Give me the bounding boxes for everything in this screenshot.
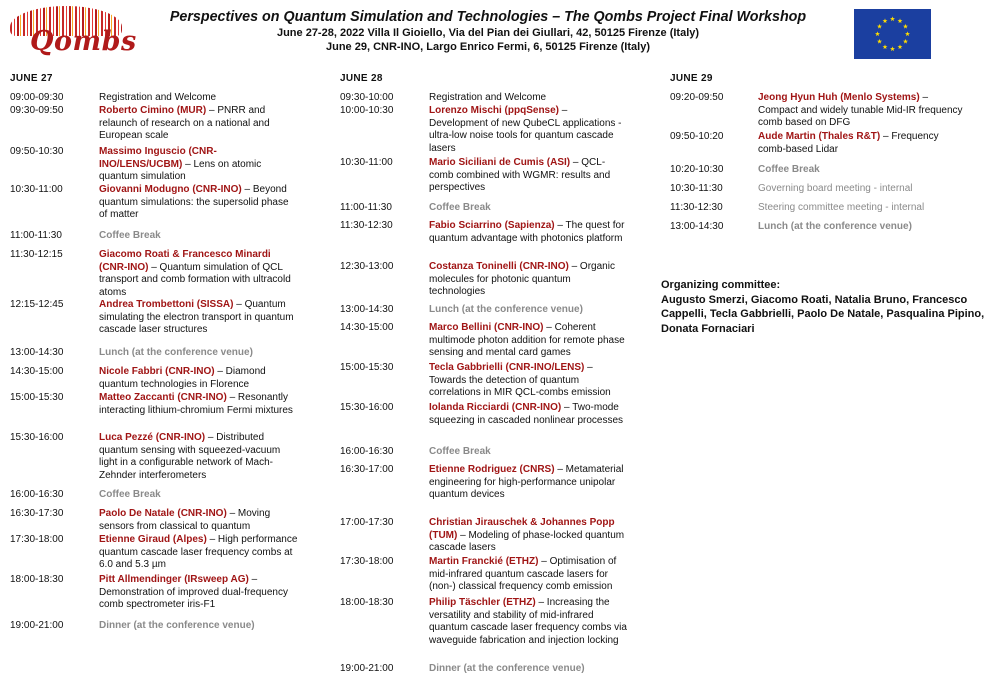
slot-time: 16:00-16:30 [340,446,394,457]
slot-description [99,105,299,143]
slot-description [429,402,627,427]
eu-stars-icon [854,9,931,59]
session-label: Registration and Welcome [99,92,217,103]
slot-description [99,574,299,612]
speaker-name: Costanza Toninelli (CNR-INO) [429,261,569,272]
speaker-name: Luca Pezzé (CNR-INO) [99,432,206,443]
slot-description [758,92,968,130]
talk-title: – Development of new QubeCL applications - ultra-low noise tools for quantum cascade lasers [429,105,622,154]
slot-time: 11:00-11:30 [10,230,62,241]
day-heading: JUNE 29 [670,73,713,84]
slot-description [99,299,299,337]
slot-description [429,663,627,676]
speaker-name: Massimo Inguscio (CNR-INO/LENS/UCBM) [99,146,217,170]
slot-description [429,597,627,647]
talk-title: – Diamond quantum technologies in Florence [99,366,266,390]
slot-time: 12:15-12:45 [10,299,64,310]
slot-description [429,517,627,555]
slot-time: 10:30-11:00 [340,157,393,168]
slot-time: 16:30-17:00 [340,464,394,475]
speaker-name: Marco Bellini (CNR-INO) [429,322,544,333]
speaker-name: Giacomo Roati & Francesco Minardi (CNR-INO) [99,249,271,273]
talk-title: – Resonantly interacting lithium-chromium Fermi mixtures [99,392,293,416]
slot-description [99,620,299,633]
slot-description [429,304,627,317]
talk-title: – Organic molecules for photonic quantum technologies [429,261,615,297]
speaker-name: Christian Jirauschek & Johannes Popp (TUM) [429,517,615,541]
slot-time: 18:00-18:30 [340,597,394,608]
slot-time: 17:00-17:30 [340,517,394,528]
session-label: Steering committee meeting - internal [758,202,925,213]
slot-time: 11:00-11:30 [340,202,392,213]
slot-time: 14:30-15:00 [10,366,64,377]
talk-title: – Demonstration of improved dual-frequency comb spectrometer iris-F1 [99,574,288,610]
slot-description [429,322,627,360]
speaker-name: Nicole Fabbri (CNR-INO) [99,366,215,377]
session-label: Governing board meeting - internal [758,183,913,194]
talk-title: – Two-mode squeezing in cascaded nonlinear processes [429,402,624,426]
slot-time: 16:00-16:30 [10,489,64,500]
slot-time: 12:30-13:00 [340,261,394,272]
talk-title: – Compact and widely tunable Mid-IR frequency comb based on DFG [758,92,963,128]
talk-title: – Optimisation of mid-infrared quantum cascade lasers for (non-) classical frequency comb emission [429,556,617,592]
speaker-name: Iolanda Ricciardi (CNR-INO) [429,402,562,413]
slot-time: 15:30-16:00 [10,432,64,443]
speaker-name: Etienne Giraud (Alpes) [99,534,207,545]
slot-description [429,105,627,155]
talk-title: – The quest for quantum advantage with photonics platform [429,220,625,244]
speaker-name: Philip Täschler (ETHZ) [429,597,536,608]
speaker-name: Etienne Rodriguez (CNRS) [429,464,555,475]
day-heading: JUNE 28 [340,73,383,84]
slot-description [99,534,299,572]
break-label: Lunch (at the conference venue) [758,221,912,232]
organizing-committee-title: Organizing committee: [661,279,781,291]
slot-time: 15:00-15:30 [10,392,64,403]
slot-time: 14:30-15:00 [340,322,394,333]
slot-description [99,92,299,105]
slot-description [99,366,299,391]
talk-title: – Modeling of phase-locked quantum cascade lasers [429,529,625,553]
break-label: Dinner (at the conference venue) [429,663,585,674]
slot-time: 10:00-10:30 [340,105,394,116]
eu-flag [854,9,931,59]
break-label: Coffee Break [429,202,491,213]
talk-title: – QCL-comb combined with WGMR: results and perspectives [429,157,611,193]
break-label: Coffee Break [758,164,820,175]
speaker-name: Jeong Hyun Huh (Menlo Systems) [758,92,920,103]
slot-time: 10:30-11:30 [670,183,723,194]
venue-line-1: June 27-28, 2022 Villa Il Gioiello, Via del Pian dei Giullari, 42, 50125 Firenze (Italy) [276,27,700,39]
speaker-name: Aude Martin (Thales R&T) [758,131,881,142]
slot-description [99,146,299,184]
slot-time: 09:50-10:30 [10,146,64,157]
slot-time: 09:50-10:20 [670,131,724,142]
slot-time: 19:00-21:00 [340,663,394,674]
break-label: Lunch (at the conference venue) [99,347,253,358]
talk-title: – Quantum simulating the electron transport in quantum cascade laser structures [99,299,294,335]
speaker-name: Pitt Allmendinger (IRsweep AG) [99,574,249,585]
speaker-name: Giovanni Modugno (CNR-INO) [99,184,242,195]
venue-line-2: June 29, CNR-INO, Largo Enrico Fermi, 6, 50125 Firenze (Italy) [326,41,650,53]
page-title: Perspectives on Quantum Simulation and Technologies – The Qombs Project Final Workshop [169,9,807,25]
talk-title: – Lens on atomic quantum simulation [99,158,262,182]
workshop-header [128,8,848,54]
slot-time: 19:00-21:00 [10,620,64,631]
slot-description [99,392,299,417]
slot-description [429,362,627,400]
slot-description [429,446,627,459]
slot-description [758,183,968,196]
slot-time: 11:30-12:15 [10,249,63,260]
slot-time: 09:00-09:30 [10,92,64,103]
slot-time: 16:30-17:30 [10,508,64,519]
organizing-committee-names: Augusto Smerzi, Giacomo Roati, Natalia Bruno, Francesco Cappelli, Tecla Gabbrielli, Paolo De Natale, Pasqualina Pipino, Donata Fornaciari [661,293,985,335]
speaker-name: Mario Siciliani de Cumis (ASI) [429,157,571,168]
slot-time: 17:30-18:00 [340,556,394,567]
break-label: Coffee Break [429,446,491,457]
qombs-logo [6,4,137,57]
slot-description [758,164,968,177]
slot-description [99,249,299,299]
slot-time: 17:30-18:00 [10,534,64,545]
slot-description [758,131,968,156]
speaker-name: Matteo Zaccanti (CNR-INO) [99,392,227,403]
slot-description [99,489,299,502]
speaker-name: Martin Franckié (ETHZ) [429,556,539,567]
slot-description [429,157,627,195]
talk-title: – High performance quantum cascade laser frequency combs at 6.0 and 5.3 µm [99,534,298,570]
speaker-name: Paolo De Natale (CNR-INO) [99,508,227,519]
slot-description [99,347,299,360]
slot-description [429,92,627,105]
talk-title: – Frequency comb-based Lidar [758,131,939,155]
slot-description [758,221,968,234]
organizing-committee [661,278,996,336]
talk-title: – Towards the detection of quantum correlations in MIR QCL-combs emission [429,362,611,398]
slot-description [99,432,299,482]
slot-time: 13:00-14:30 [670,221,724,232]
talk-title: – Quantum simulation of QCL transport and comb formation with ultracold atoms [99,261,291,298]
talk-title: – Distributed quantum sensing with squeezed-vacuum light in a configurable network of Mach-Zehnder interferometers [99,432,281,481]
logo-text: Qombs [30,26,137,57]
slot-description [99,230,299,243]
slot-time: 18:00-18:30 [10,574,64,585]
speaker-name: Fabio Sciarrino (Sapienza) [429,220,555,231]
slot-description [429,202,627,215]
slot-description [429,261,627,299]
talk-title: – Moving sensors from classical to quantum [99,508,271,532]
slot-description [758,202,968,215]
slot-time: 10:20-10:30 [670,164,724,175]
slot-description [429,220,627,245]
slot-time: 15:00-15:30 [340,362,394,373]
slot-time: 09:30-09:50 [10,105,64,116]
talk-title: – Beyond quantum simulations: the supersolid phase of matter [99,184,289,220]
talk-title: – Coherent multimode photon addition for remote phase sensing and mental card games [429,322,625,358]
slot-time: 11:30-12:30 [670,202,723,213]
slot-time: 13:00-14:30 [340,304,394,315]
slot-time: 11:30-12:30 [340,220,393,231]
session-label: Registration and Welcome [429,92,547,103]
break-label: Coffee Break [99,230,161,241]
break-label: Lunch (at the conference venue) [429,304,583,315]
speaker-name: Lorenzo Mischi (ppqSense) [429,105,560,116]
talk-title: – Increasing the versatility and stability of mid-infrared quantum cascade laser frequency combs via waveguide fabrication and injection locking [429,597,627,646]
slot-time: 13:00-14:30 [10,347,64,358]
talk-title: – Metamaterial engineering for high-performance unipolar quantum devices [429,464,624,500]
slot-description [429,464,627,502]
speaker-name: Andrea Trombettoni (SISSA) [99,299,234,310]
break-label: Dinner (at the conference venue) [99,620,255,631]
slot-description [99,508,299,533]
break-label: Coffee Break [99,489,161,500]
slot-time: 15:30-16:00 [340,402,394,413]
speaker-name: Tecla Gabbrielli (CNR-INO/LENS) [429,362,585,373]
day-heading: JUNE 27 [10,73,53,84]
slot-time: 09:30-10:00 [340,92,394,103]
slot-time: 09:20-09:50 [670,92,724,103]
talk-title: – PNRR and relaunch of research on a national and European scale [99,105,270,141]
speaker-name: Roberto Cimino (MUR) [99,105,207,116]
slot-description [429,556,627,594]
slot-description [99,184,299,222]
slot-time: 10:30-11:00 [10,184,63,195]
